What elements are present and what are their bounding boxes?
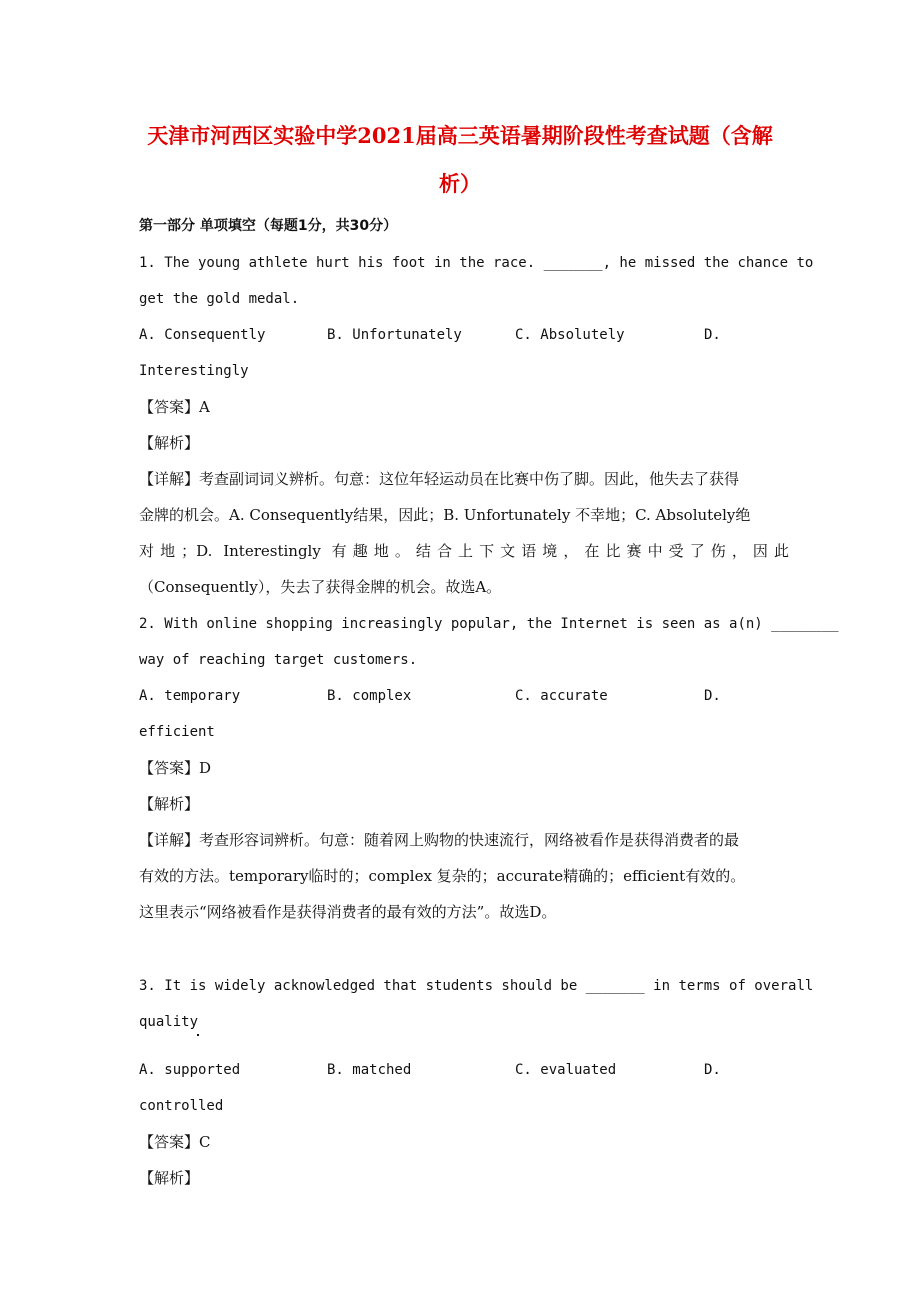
q3-analysis-label: 【解析】 — [139, 1169, 200, 1187]
q1-option-d-text: Interestingly — [139, 363, 249, 379]
document-title-line-1: 天津市河西区实验中学2021届高三英语暑期阶段性考查试题（含解 — [147, 123, 773, 148]
q3-stem-line-1: 3. It is widely acknowledged that students should be _______ in terms of overall — [139, 978, 814, 994]
q1-analysis-label: 【解析】 — [139, 434, 200, 452]
q2-option-a: A. temporary — [139, 688, 241, 704]
q3-answer: 【答案】C — [139, 1133, 211, 1151]
q3-option-d-text: controlled — [139, 1098, 224, 1114]
q2-answer: 【答案】D — [139, 759, 212, 777]
q3-option-c: C. evaluated — [515, 1062, 617, 1078]
q1-option-b: B. Unfortunately — [327, 327, 462, 343]
q1-detail-line-2: 金牌的机会。A. Consequently结果，因此；B. Unfortunately 不幸地；C. Absolutely绝 — [139, 506, 751, 524]
q1-detail-line-3: 对地；D. Interestingly 有趣地。结合上下文语境，在比赛中受了伤，因此 — [139, 542, 789, 560]
q2-analysis-label: 【解析】 — [139, 795, 200, 813]
q1-stem-line-2: get the gold medal. — [139, 291, 300, 307]
q3-stem-line-2: quality — [139, 1014, 199, 1030]
q1-option-c: C. Absolutely — [515, 327, 625, 343]
q1-detail-line-4: （Consequently），失去了获得金牌的机会。故选A。 — [139, 578, 502, 596]
q2-detail-line-1: 【详解】考查形容词辨析。句意：随着网上购物的快速流行，网络被看作是获得消费者的最 — [139, 831, 740, 849]
q3-option-a: A. supported — [139, 1062, 241, 1078]
q2-detail-line-3: 这里表示“网络被看作是获得消费者的最有效的方法”。故选D。 — [139, 903, 557, 921]
q3-option-d-label: D. — [704, 1062, 721, 1078]
stray-period-mark — [197, 1034, 199, 1036]
q2-option-d-text: efficient — [139, 724, 215, 740]
section-heading: 第一部分 单项填空（每题1分，共30分） — [139, 218, 398, 234]
q2-detail-line-2: 有效的方法。temporary临时的；complex 复杂的；accurate精确的；efficient有效的。 — [139, 867, 746, 885]
q1-detail-line-1: 【详解】考查副词词义辨析。句意：这位年轻运动员在比赛中伤了脚。因此，他失去了获得 — [139, 470, 740, 488]
document-title-line-2: 析） — [439, 171, 481, 196]
q1-stem-line-1: 1. The young athlete hurt his foot in the race. _______, he missed the chance to — [139, 255, 814, 271]
q2-stem-line-1: 2. With online shopping increasingly popular, the Internet is seen as a(n) ________ — [139, 616, 839, 632]
q2-option-b: B. complex — [327, 688, 412, 704]
q1-option-d-label: D. — [704, 327, 721, 343]
q3-option-b: B. matched — [327, 1062, 412, 1078]
q1-answer: 【答案】A — [139, 398, 210, 416]
q1-option-a: A. Consequently — [139, 327, 266, 343]
q2-option-c: C. accurate — [515, 688, 608, 704]
q2-option-d-label: D. — [704, 688, 721, 704]
q2-stem-line-2: way of reaching target customers. — [139, 652, 418, 668]
